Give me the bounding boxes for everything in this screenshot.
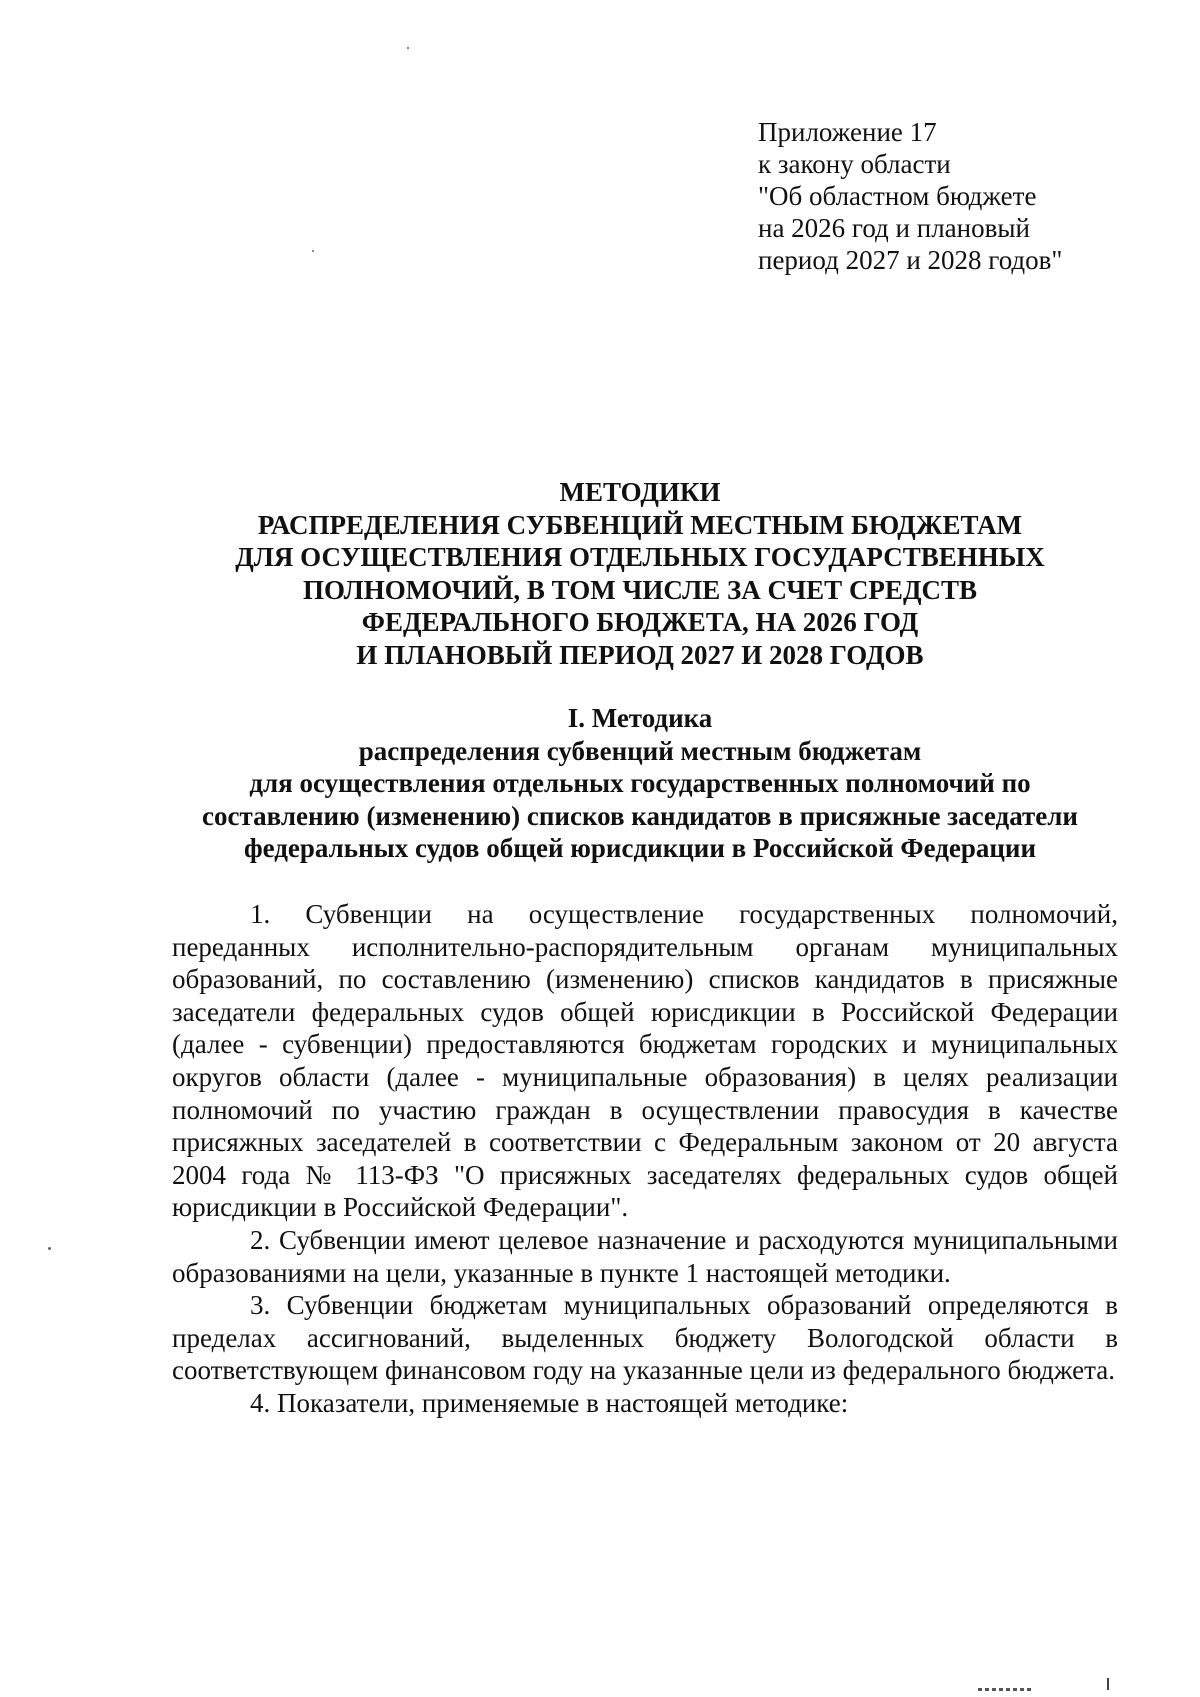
section-heading-line: федеральных судов общей юрисдикции в Российской Федерации (243, 833, 1037, 863)
section-heading-line: составлению (изменению) списков кандидатов в присяжные заседатели (202, 800, 1078, 831)
title-line: ФЕДЕРАЛЬНОГО БЮДЖЕТА, НА 2026 ГОД (361, 607, 919, 637)
document-title (150, 476, 1130, 671)
body-text (172, 898, 1118, 1420)
paragraph: 1. Субвенции на осуществление государственных полномочий, переданных исполнительно-распорядительным органам муниципальных образований, по составлению (изменению) списков кандидатов в присяжные заседатели федеральных судов общей юрисдикции в Российской Федерации (далее - субвенции) предоставляются бюджетам городских и муниципальных округов области (далее - муниципальные образования) в целях реализации полномочий по участию граждан в осуществлении правосудия в качестве присяжных заседателей в соответствии с Федеральным законом от 20 августа 2004 года № 113-ФЗ "О присяжных заседателях федеральных судов общей юрисдикции в Российской Федерации". (172, 899, 1118, 1223)
paragraph: 3. Субвенции бюджетам муниципальных образований определяются в пределах ассигнований, выделенных бюджету Вологодской области в соответствующем финансовом году на указанные цели из федерального бюджета. (172, 1290, 1118, 1386)
annex-reference (758, 116, 1062, 276)
paragraph: 2. Субвенции имеют целевое назначение и расходуются муниципальными образованиями на цели, указанные в пункте 1 настоящей методики. (172, 1224, 1118, 1288)
annex-line: на 2026 год и плановый (758, 213, 1030, 243)
scan-mark (978, 1688, 1034, 1691)
scan-speck (48, 1247, 51, 1250)
section-heading-line: I. Методика (567, 703, 713, 733)
scan-edge-mark (1107, 1678, 1109, 1690)
title-line: ДЛЯ ОСУЩЕСТВЛЕНИЯ ОТДЕЛЬНЫХ ГОСУДАРСТВЕННЫХ (235, 542, 1045, 572)
annex-line: Приложение 17 (758, 117, 937, 147)
section-heading (150, 702, 1130, 865)
section-heading-line: для осуществления отдельных государственных полномочий по (249, 768, 1031, 798)
paragraph: 4. Показатели, применяемые в настоящей методике: (250, 1387, 849, 1418)
title-line: И ПЛАНОВЫЙ ПЕРИОД 2027 И 2028 ГОДОВ (356, 639, 924, 670)
title-line: ПОЛНОМОЧИЙ, В ТОМ ЧИСЛЕ ЗА СЧЕТ СРЕДСТВ (302, 574, 978, 605)
scan-speck (312, 250, 314, 252)
annex-line: "Об областном бюджете (758, 181, 1037, 211)
title-line: МЕТОДИКИ (559, 477, 721, 507)
annex-line: период 2027 и 2028 годов" (758, 245, 1063, 275)
scan-speck (407, 47, 409, 49)
title-line: РАСПРЕДЕЛЕНИЯ СУБВЕНЦИЙ МЕСТНЫМ БЮДЖЕТАМ (257, 509, 1023, 540)
annex-line: к закону области (758, 149, 951, 179)
section-heading-line: распределения субвенций местным бюджетам (358, 735, 922, 766)
